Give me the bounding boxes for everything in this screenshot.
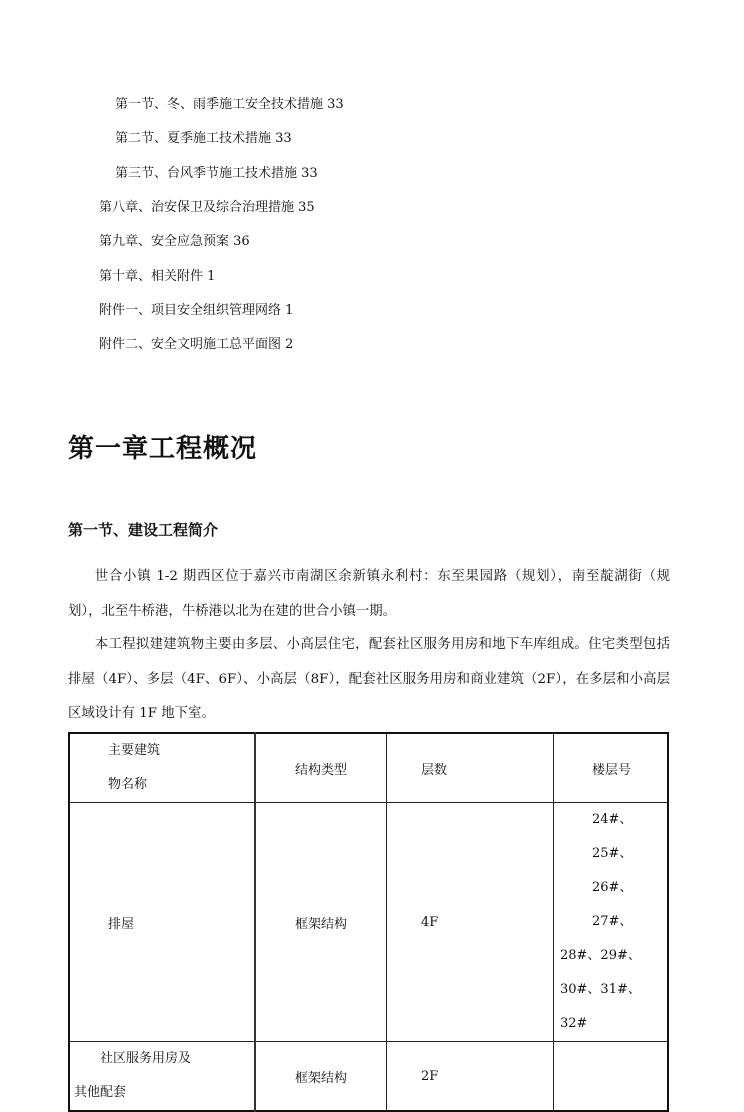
header-name: [69, 733, 255, 803]
toc-item[interactable]: 附件一、项目安全组织管理网络 1: [99, 303, 294, 318]
section-title: 第一节、建设工程简介: [68, 521, 219, 539]
toc-item[interactable]: 第三节、台风季节施工技术措施 33: [115, 166, 318, 181]
header-building-no: 楼层号: [554, 733, 669, 803]
table-row: [69, 803, 668, 1042]
building-no-line: 28#、29#、30#、31#、32#: [560, 948, 641, 1031]
header-name-line: 物名称: [108, 777, 148, 792]
building-no-line: 24#、25#、26#、27#、: [592, 812, 633, 929]
cell-floors: 2F: [387, 1042, 554, 1112]
cell-name: 排屋: [69, 803, 255, 1042]
paragraph: 本工程拟建建筑物主要由多层、小高层住宅，配套社区服务用房和地下车库组成。住宅类型包括排屋（4F）、多层（4F、6F）、小高层（8F），配套社区服务用房和商业建筑（2F），在多层和小高层区域设计有 1F 地下室。: [68, 637, 670, 721]
cell-structure: 框架结构: [255, 803, 387, 1042]
table-header-row: [69, 733, 668, 803]
paragraph: 世合小镇 1-2 期西区位于嘉兴市南湖区余新镇永利村：东至果园路（规划），南至靛湖街（规划），北至牛桥港，牛桥港以北为在建的世合小镇一期。: [68, 569, 670, 619]
cell-name-line: 其他配套: [74, 1085, 127, 1100]
toc-item[interactable]: 附件二、安全文明施工总平面图 2: [99, 337, 294, 352]
toc-item[interactable]: 第一节、冬、雨季施工安全技术措施 33: [115, 97, 344, 112]
cell-name-line: 社区服务用房及: [100, 1051, 192, 1066]
cell-structure: 框架结构: [255, 1042, 387, 1112]
toc-item[interactable]: 第八章、治安保卫及综合治理措施 35: [99, 200, 315, 215]
cell-building-no: [554, 803, 669, 1042]
header-name-line: 主要建筑: [108, 743, 161, 758]
toc-item[interactable]: 第十章、相关附件 1: [99, 269, 216, 284]
cell-floors: 4F: [387, 803, 554, 1042]
header-floors: 层数: [387, 733, 554, 803]
chapter-title: 第一章工程概况: [68, 434, 258, 464]
building-table: [68, 732, 669, 1112]
toc-item[interactable]: 第二节、夏季施工技术措施 33: [115, 131, 292, 146]
header-structure: 结构类型: [255, 733, 387, 803]
toc-item[interactable]: 第九章、安全应急预案 36: [99, 234, 250, 249]
